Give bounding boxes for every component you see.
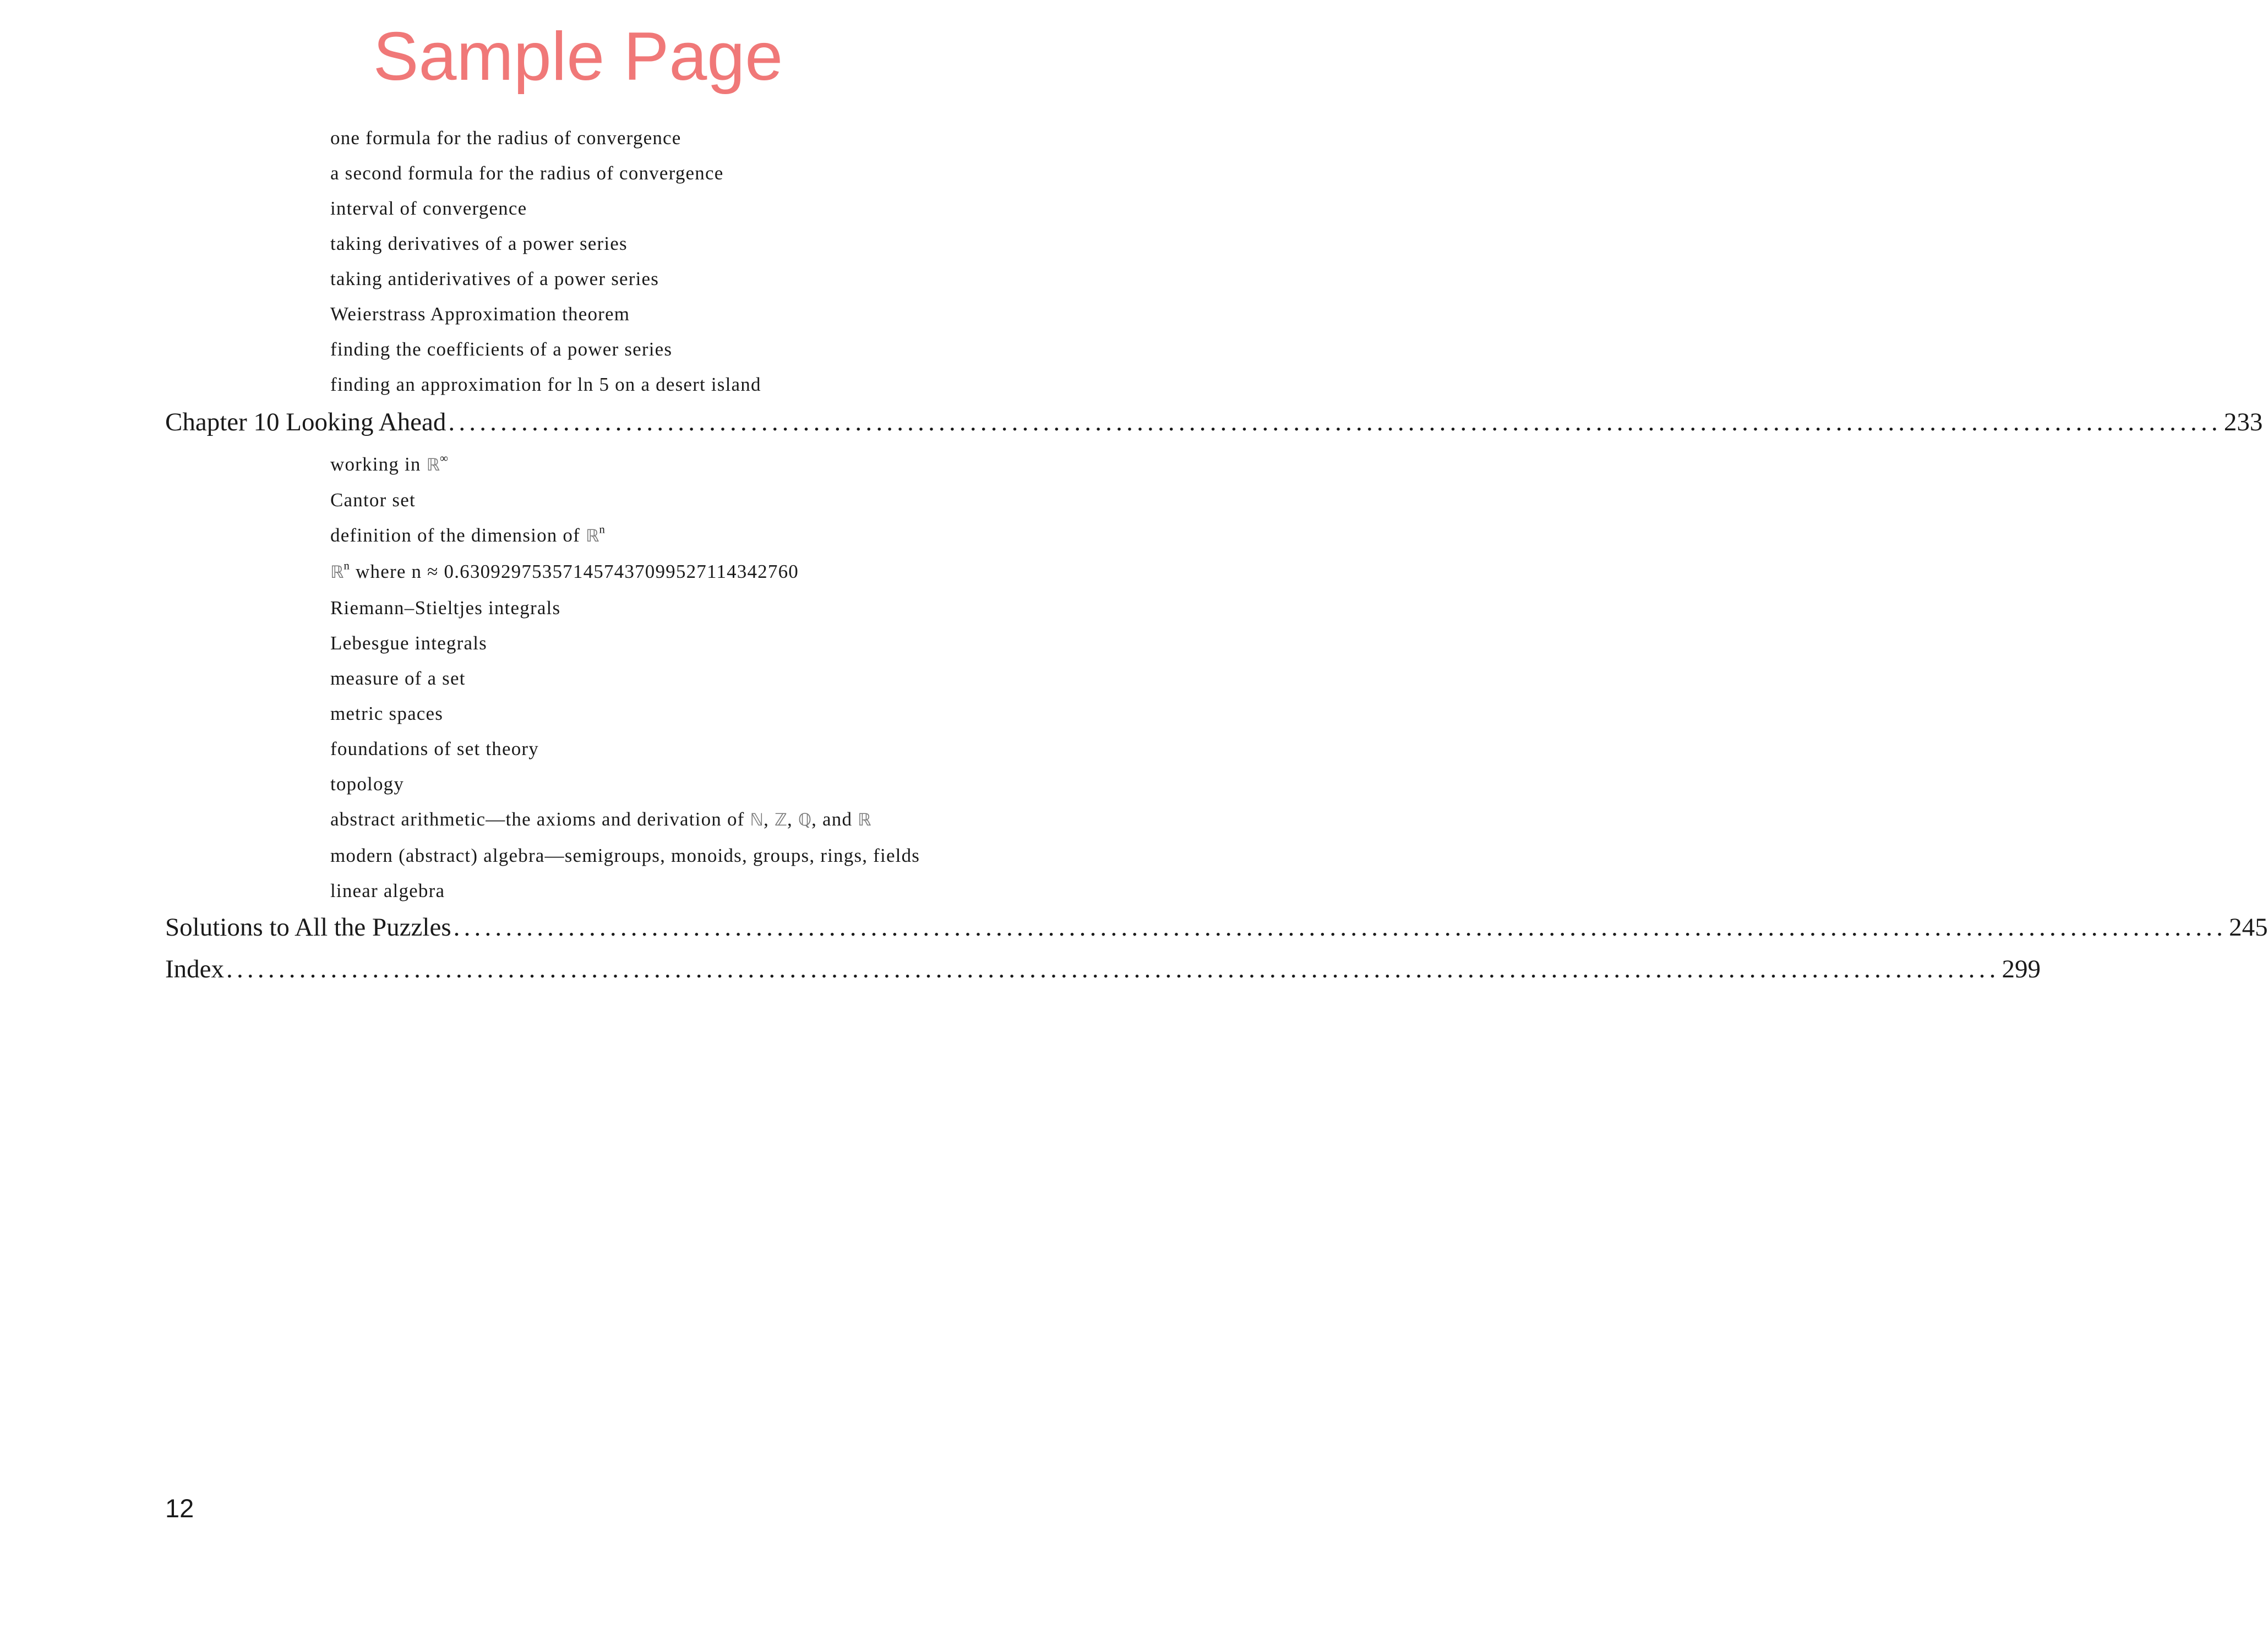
toc-topic: topology bbox=[330, 773, 405, 795]
real-numbers-symbol: ℝ bbox=[585, 526, 599, 546]
toc-topic: one formula for the radius of convergence bbox=[330, 127, 682, 149]
toc-topic: taking derivatives of a power series bbox=[330, 233, 628, 254]
toc-topic: Cantor set bbox=[330, 489, 416, 511]
toc-topic: Lebesgue integrals bbox=[330, 632, 487, 654]
toc-entry-solutions[interactable] bbox=[165, 911, 2268, 943]
toc-topic: Riemann–Stieltjes integrals bbox=[330, 597, 561, 619]
natural-numbers-symbol: ℕ bbox=[750, 810, 764, 830]
toc-topic bbox=[330, 452, 449, 477]
separator: , and bbox=[811, 808, 858, 830]
toc-topic: linear algebra bbox=[330, 880, 445, 901]
toc-entry-index[interactable] bbox=[165, 953, 2041, 985]
toc-topic: interval of convergence bbox=[330, 198, 527, 219]
toc-topic: finding the coefficients of a power series bbox=[330, 338, 673, 360]
toc-topic bbox=[330, 807, 871, 832]
toc-entry-title: Chapter 10 Looking Ahead bbox=[165, 408, 446, 436]
toc-topic: finding an approximation for ln 5 on a desert island bbox=[330, 374, 761, 395]
toc-topic: measure of a set bbox=[330, 668, 466, 689]
dot-leader: .......................................................................................................................................................................... bbox=[453, 913, 2227, 942]
real-numbers-symbol: ℝ bbox=[426, 455, 440, 475]
toc-topic: modern (abstract) algebra—semigroups, monoids, groups, rings, fields bbox=[330, 845, 920, 866]
rationals-symbol: ℚ bbox=[798, 810, 812, 830]
separator: , bbox=[764, 808, 775, 830]
dot-leader: .......................................................................................................................................................................... bbox=[226, 955, 2000, 983]
integers-symbol: ℤ bbox=[775, 810, 787, 830]
sample-page-watermark: Sample Page bbox=[373, 19, 783, 95]
toc-entry-page: 245 bbox=[2229, 913, 2268, 942]
page-number: 12 bbox=[165, 1494, 194, 1523]
topic-text: where n ≈ 0.630929753571457437099527114342760 bbox=[350, 561, 799, 582]
real-numbers-symbol: ℝ bbox=[858, 810, 871, 830]
toc-entry-title: Index bbox=[165, 955, 225, 983]
toc-entry-page: 299 bbox=[2002, 955, 2041, 983]
toc-topic: foundations of set theory bbox=[330, 738, 539, 759]
toc-topic bbox=[330, 560, 799, 584]
superscript: n bbox=[344, 559, 351, 572]
toc-entry-page: 233 bbox=[2223, 408, 2263, 436]
toc-entry-title: Solutions to All the Puzzles bbox=[165, 913, 451, 942]
topic-text: abstract arithmetic—the axioms and derivation of bbox=[330, 808, 750, 830]
toc-topic: Weierstrass Approximation theorem bbox=[330, 303, 630, 325]
toc-topic: metric spaces bbox=[330, 703, 444, 724]
toc-topic: taking antiderivatives of a power series bbox=[330, 268, 659, 289]
superscript: n bbox=[599, 522, 606, 536]
separator: , bbox=[787, 808, 798, 830]
toc-topic bbox=[330, 523, 606, 548]
dot-leader: .......................................................................................................................................................................... bbox=[448, 408, 2222, 436]
topic-text: definition of the dimension of bbox=[330, 524, 586, 546]
real-numbers-symbol: ℝ bbox=[330, 562, 344, 582]
superscript: ∞ bbox=[440, 451, 449, 465]
toc-entry-chapter-10[interactable] bbox=[165, 406, 2263, 438]
topic-text: working in bbox=[330, 453, 427, 475]
toc-topic: a second formula for the radius of convergence bbox=[330, 162, 724, 184]
